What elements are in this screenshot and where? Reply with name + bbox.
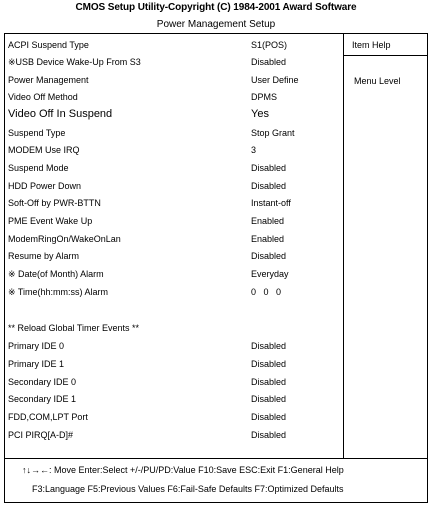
setting-value[interactable]: Enabled [251, 234, 285, 244]
setting-label: Power Management [8, 75, 89, 85]
utility-title: CMOS Setup Utility-Copyright (C) 1984-2001 Award Software [75, 2, 357, 13]
setting-value[interactable]: Disabled [251, 181, 287, 191]
setting-label: Video Off In Suspend [8, 108, 113, 120]
setting-label: Resume by Alarm [8, 251, 80, 261]
setting-label: Suspend Type [8, 128, 66, 138]
setting-label: Video Off Method [8, 92, 78, 102]
reload-global-timer-events-heading [8, 320, 340, 337]
setting-pme-event-wake-up[interactable] [8, 213, 340, 230]
setting-value[interactable]: 0 0 0 [251, 287, 282, 297]
section-heading: ** Reload Global Timer Events ** [8, 323, 140, 333]
setting-acpi-suspend-type[interactable] [8, 37, 340, 54]
setting-value[interactable]: DPMS [251, 92, 278, 102]
setting-value[interactable]: Stop Grant [251, 128, 295, 138]
setting-label: ※USB Device Wake-Up From S3 [8, 57, 141, 67]
setting-label: ModemRingOn/WakeOnLan [8, 234, 121, 244]
setting-label: FDD,COM,LPT Port [8, 412, 88, 422]
setting-label: ※ Time(hh:mm:ss) Alarm [8, 287, 109, 297]
setting-time-alarm[interactable] [8, 284, 340, 301]
setting-hdd-power-down[interactable] [8, 178, 340, 195]
setting-label: HDD Power Down [8, 181, 82, 191]
key-help-line-1: ↑↓→←: Move Enter:Select +/-/PU/PD:Value F10:Save ESC:Exit F1:General Help [22, 465, 344, 475]
setting-value[interactable]: Disabled [251, 359, 287, 369]
setting-value[interactable]: Disabled [251, 412, 287, 422]
setting-value[interactable]: 3 [251, 145, 257, 155]
setting-primary-ide-1[interactable] [8, 356, 340, 373]
setting-video-off-in-suspend[interactable] [8, 107, 340, 124]
setting-label: PCI PIRQ[A-D]# [8, 430, 74, 440]
item-help-panel [343, 33, 428, 459]
key-help-footer [4, 459, 428, 503]
setting-value[interactable]: Everyday [251, 269, 289, 279]
setting-primary-ide-0[interactable] [8, 338, 340, 355]
setting-power-management[interactable] [8, 72, 340, 89]
setting-label: PME Event Wake Up [8, 216, 93, 226]
setting-value[interactable]: Yes [251, 108, 269, 120]
setting-value[interactable]: Disabled [251, 163, 287, 173]
setting-value[interactable]: Disabled [251, 377, 287, 387]
setting-label: ACPI Suspend Type [8, 40, 89, 50]
setting-soft-off-pwr-bttn[interactable] [8, 195, 340, 212]
setting-value[interactable]: Disabled [251, 341, 287, 351]
page-title: Power Management Setup [156, 19, 276, 30]
setting-resume-by-alarm[interactable] [8, 248, 340, 265]
setting-value[interactable]: Disabled [251, 57, 287, 67]
setting-modem-ring-on-wake-on-lan[interactable] [8, 231, 340, 248]
setting-secondary-ide-0[interactable] [8, 374, 340, 391]
setting-value[interactable]: Disabled [251, 394, 287, 404]
setting-date-alarm[interactable] [8, 266, 340, 283]
setting-value[interactable]: Disabled [251, 251, 287, 261]
setting-label: MODEM Use IRQ [8, 145, 80, 155]
setting-label: Primary IDE 1 [8, 359, 65, 369]
setting-fdd-com-lpt-port[interactable] [8, 409, 340, 426]
setting-value[interactable]: User Define [251, 75, 299, 85]
setting-label: Secondary IDE 1 [8, 394, 77, 404]
setting-label: Suspend Mode [8, 163, 69, 173]
setting-value[interactable]: Disabled [251, 430, 287, 440]
setting-value[interactable]: S1(POS) [251, 40, 288, 50]
setting-secondary-ide-1[interactable] [8, 391, 340, 408]
setting-label: Primary IDE 0 [8, 341, 65, 351]
setting-suspend-type[interactable] [8, 125, 340, 142]
menu-level-label: Menu Level [354, 76, 401, 86]
key-help-line-2: F3:Language F5:Previous Values F6:Fail-Safe Defaults F7:Optimized Defaults [32, 484, 344, 494]
setting-modem-use-irq[interactable] [8, 142, 340, 159]
setting-label: ※ Date(of Month) Alarm [8, 269, 104, 279]
setting-suspend-mode[interactable] [8, 160, 340, 177]
setting-value[interactable]: Enabled [251, 216, 285, 226]
help-divider [344, 55, 427, 56]
setting-video-off-method[interactable] [8, 89, 340, 106]
setting-usb-wake-s3[interactable] [8, 54, 340, 71]
setting-label: Secondary IDE 0 [8, 377, 77, 387]
item-help-title: Item Help [352, 40, 391, 50]
setting-label: Soft-Off by PWR-BTTN [8, 198, 101, 208]
setting-value[interactable]: Instant-off [251, 198, 291, 208]
setting-pci-pirq[interactable] [8, 427, 340, 444]
